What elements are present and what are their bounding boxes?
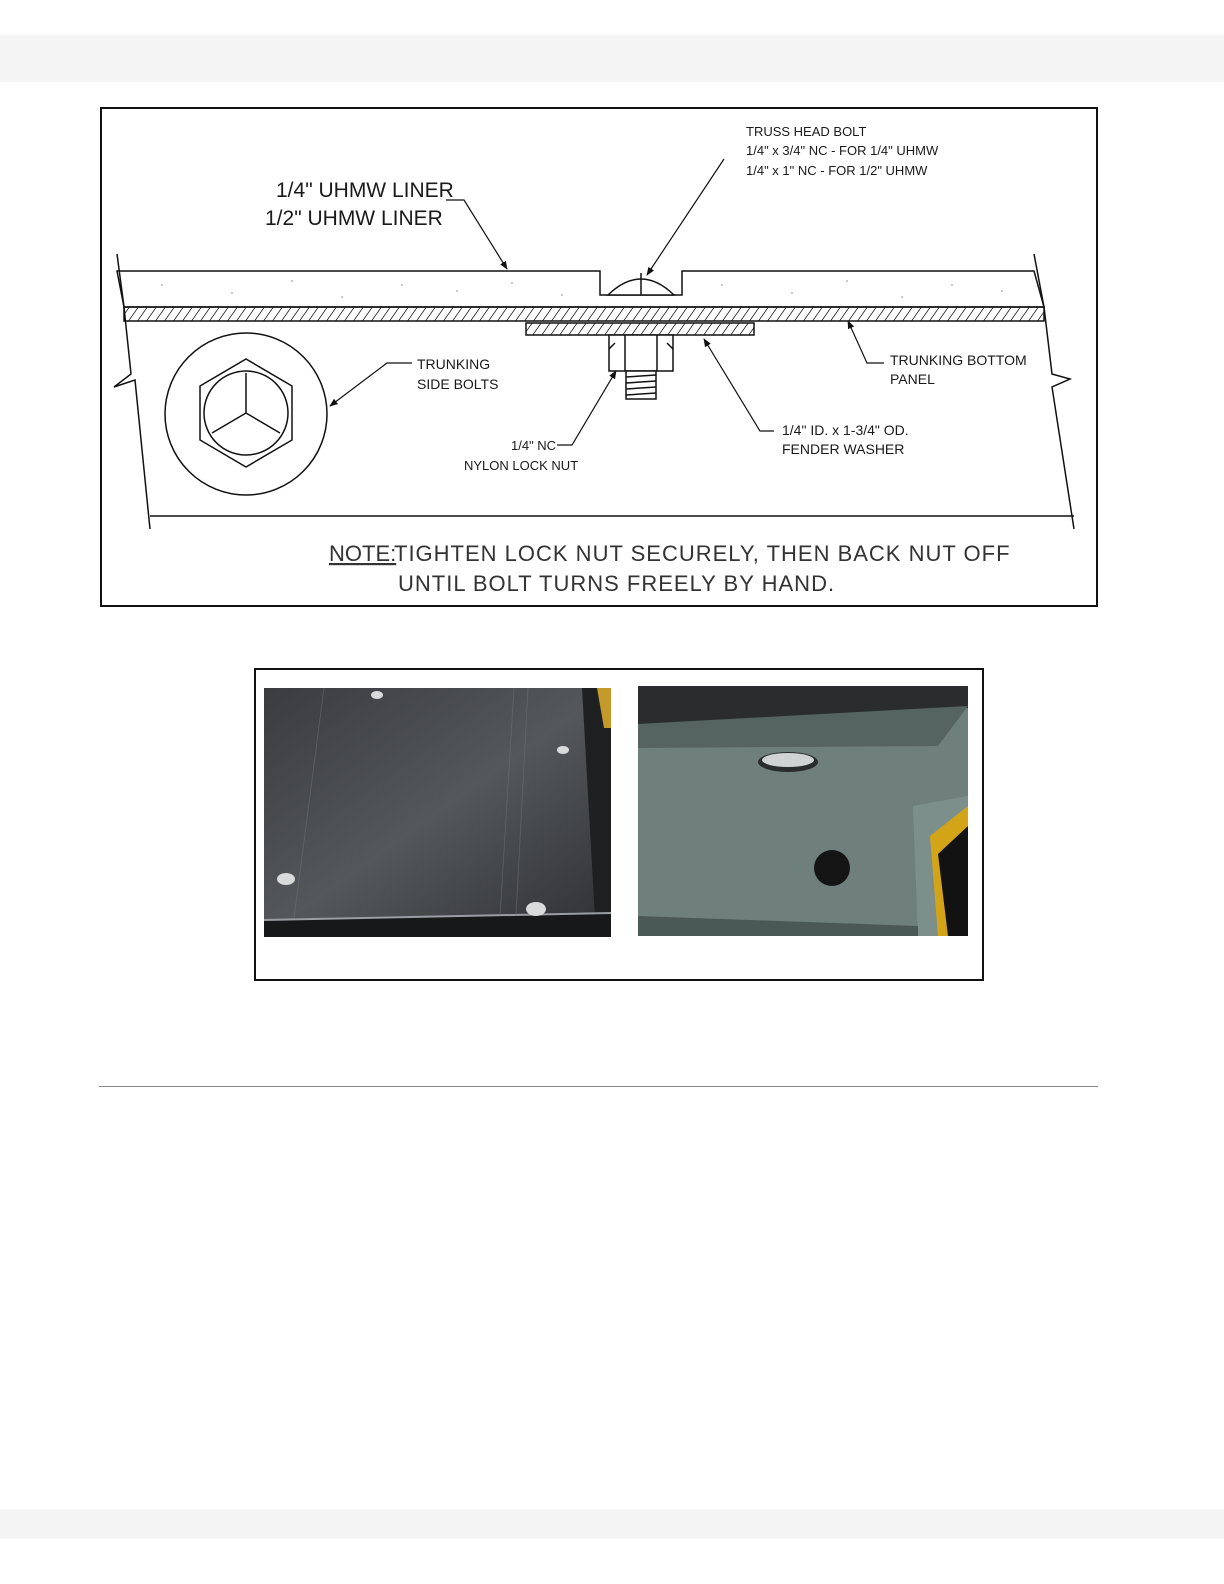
- nylon-lock-nut: [609, 335, 673, 399]
- bolt-assembly-diagram: [100, 107, 1098, 607]
- note-prefix: NOTE:: [329, 541, 397, 566]
- truss-bolt-label-2: 1/4" x 3/4" NC - FOR 1/4" UHMW: [746, 143, 939, 158]
- uhmw-liner: [117, 271, 1044, 307]
- note-line-2: UNTIL BOLT TURNS FREELY BY HAND.: [398, 571, 836, 596]
- liner-label-2: 1/2" UHMW LINER: [265, 207, 443, 230]
- washer-leader: [704, 339, 774, 431]
- side-bolts-label-1: TRUNKING: [417, 356, 491, 372]
- washer-label-1: 1/4" ID. x 1-3/4" OD.: [782, 422, 909, 438]
- trunking-photo: [638, 686, 968, 936]
- trunking-bottom-panel: [124, 307, 1044, 321]
- lock-nut-label-1: 1/4" NC: [511, 438, 557, 453]
- photo-panel: [254, 668, 984, 981]
- bottom-panel-label-1: TRUNKING BOTTOM: [890, 352, 1027, 368]
- truss-bolt-leader: [647, 159, 724, 275]
- trunking-side-bolt: [165, 333, 327, 495]
- lock-nut-label-2: NYLON LOCK NUT: [464, 458, 579, 473]
- liner-label-1: 1/4" UHMW LINER: [276, 179, 454, 202]
- side-bolts-leader: [330, 363, 412, 406]
- bottom-panel-leader: [848, 321, 884, 363]
- truss-bolt-label-1: TRUSS HEAD BOLT: [746, 124, 867, 139]
- bottom-band: [0, 1509, 1224, 1539]
- horizontal-rule: [99, 1086, 1098, 1087]
- lock-nut-leader: [557, 371, 616, 445]
- fender-washer: [526, 323, 754, 335]
- diagram-drawing: [102, 109, 1100, 609]
- side-bolts-label-2: SIDE BOLTS: [417, 376, 499, 392]
- top-band: [0, 35, 1224, 82]
- washer-label-2: FENDER WASHER: [782, 441, 905, 457]
- truss-bolt-label-3: 1/4" x 1" NC - FOR 1/2" UHMW: [746, 163, 928, 178]
- liner-leader: [446, 200, 507, 269]
- bottom-panel-label-2: PANEL: [890, 371, 935, 387]
- note-line-1: TIGHTEN LOCK NUT SECURELY, THEN BACK NUT OFF: [394, 541, 1011, 566]
- uhmw-liner-photo: [264, 688, 611, 937]
